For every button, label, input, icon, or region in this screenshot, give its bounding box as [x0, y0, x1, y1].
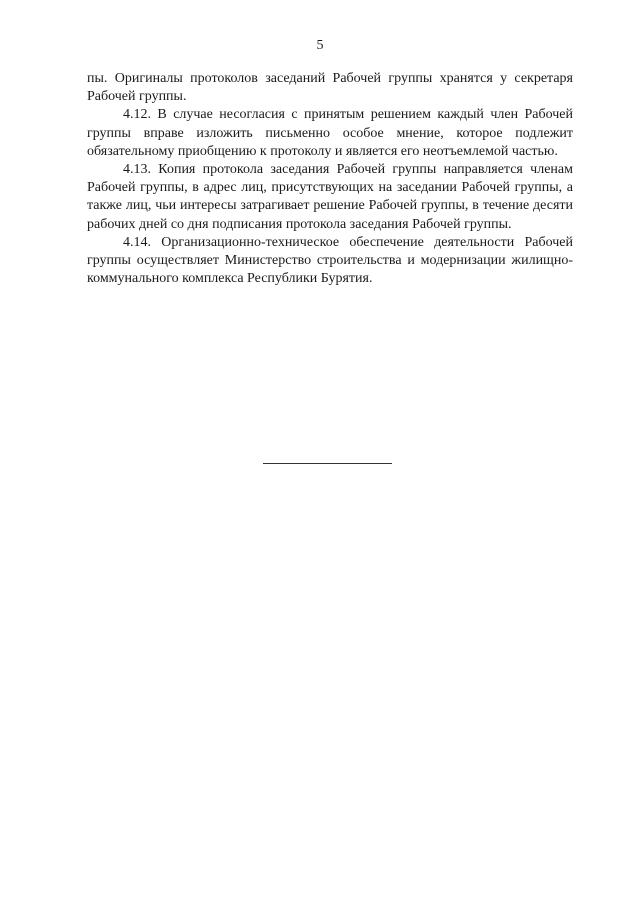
paragraph-4-14: 4.14. Организационно-техническое обеспечение деятельности Рабочей группы осуществляет Министерство строительства и модернизации жилищно-коммунального комплекса Республики Бурятия. — [87, 234, 573, 287]
paragraph-continuation: пы. Оригиналы протоколов заседаний Рабочей группы хранятся у секретаря Рабочей группы. — [87, 71, 573, 105]
page-number: 5 — [316, 38, 324, 53]
paragraph-4-12: 4.12. В случае несогласия с принятым решением каждый член Рабочей группы вправе изложить письменно особое мнение, которое подлежит обязательному приобщению к протоколу и является его неотъемлемой частью. — [87, 107, 573, 159]
paragraph-4-13: 4.13. Копия протокола заседания Рабочей группы направляется членам Рабочей группы, в адрес лиц, присутствующих на заседании Рабочей группы, а также лиц, чьи интересы затрагивает решение Рабочей группы, в течение десяти рабочих дней со дня подписания протокола заседания Рабочей группы. — [87, 162, 573, 232]
document-body — [87, 70, 573, 288]
closing-separator-line — [263, 463, 392, 464]
